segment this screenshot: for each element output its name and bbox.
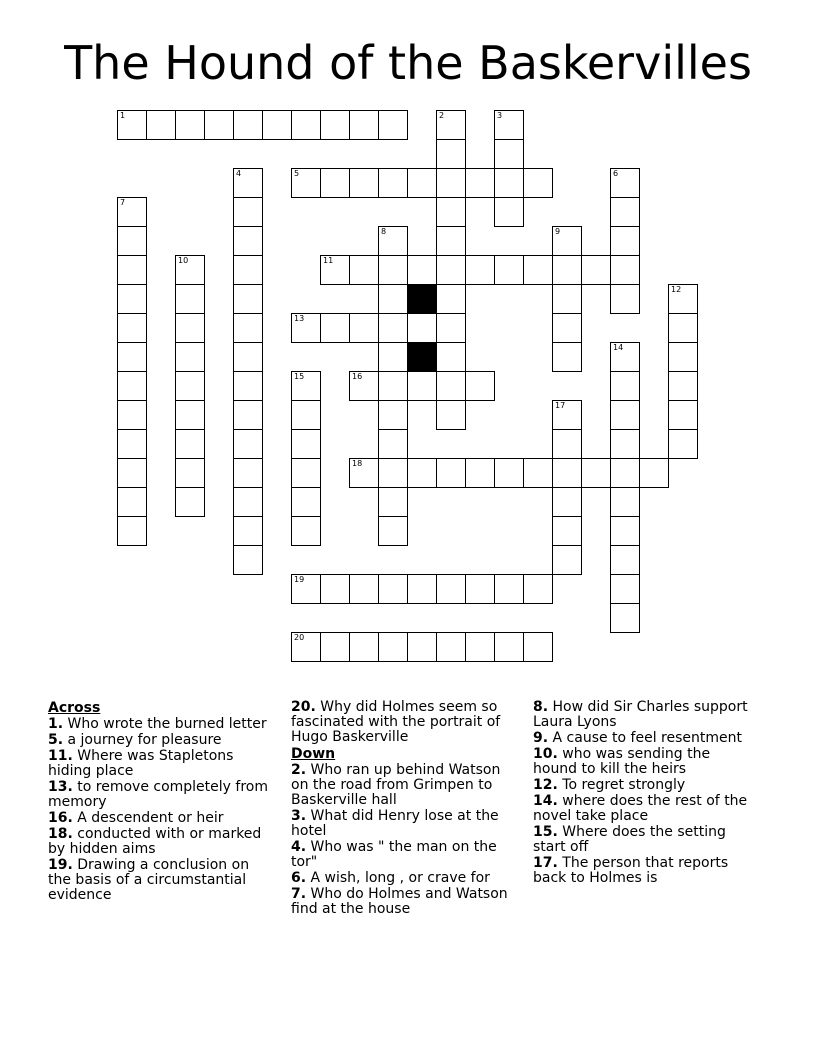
clues-column-3 xyxy=(533,700,755,887)
clue-text: to remove completely from memory xyxy=(48,779,268,810)
grid-cell-10[interactable] xyxy=(175,255,205,285)
clue-down-6 xyxy=(291,871,513,886)
clue-text: The person that reports back to Holmes is xyxy=(533,855,729,886)
clue-text: Drawing a conclusion on the basis of a circumstantial evidence xyxy=(48,857,250,903)
clue-number: 7. xyxy=(291,886,307,902)
grid-cell[interactable] xyxy=(639,458,669,488)
grid-cell-1[interactable] xyxy=(117,110,147,140)
down-heading: Down xyxy=(291,746,336,762)
clue-number: 6. xyxy=(291,870,307,886)
clue-number: 14. xyxy=(533,793,558,809)
grid-cell[interactable] xyxy=(378,110,408,140)
clue-number: 19. xyxy=(48,857,73,873)
clue-text: who was sending the hound to kill the heirs xyxy=(533,746,711,777)
grid-cell[interactable] xyxy=(349,574,379,604)
across-heading: Across xyxy=(48,700,101,716)
grid-cell[interactable] xyxy=(117,487,147,517)
grid-cell[interactable] xyxy=(668,371,698,401)
grid-cell[interactable] xyxy=(175,284,205,314)
clue-text: Why did Holmes seem so fascinated with the portrait of Hugo Baskerville xyxy=(291,699,501,745)
clues-column-2 xyxy=(291,700,513,918)
grid-cell[interactable] xyxy=(581,458,611,488)
grid-cell[interactable] xyxy=(378,313,408,343)
cell-number: 18 xyxy=(352,459,363,468)
grid-cell[interactable] xyxy=(320,313,350,343)
grid-cell[interactable] xyxy=(436,574,466,604)
clue-number: 8. xyxy=(533,699,549,715)
grid-cell[interactable] xyxy=(291,516,321,546)
grid-cell[interactable] xyxy=(552,458,582,488)
grid-cell[interactable] xyxy=(233,313,263,343)
grid-cell-2[interactable] xyxy=(436,110,466,140)
grid-cell[interactable] xyxy=(291,487,321,517)
grid-cell[interactable] xyxy=(494,197,524,227)
grid-cell[interactable] xyxy=(552,313,582,343)
grid-cell[interactable] xyxy=(465,632,495,662)
grid-cell[interactable] xyxy=(233,545,263,575)
cell-number: 7 xyxy=(120,198,126,207)
clue-number: 5. xyxy=(48,732,64,748)
grid-cell[interactable] xyxy=(320,632,350,662)
grid-cell-19[interactable] xyxy=(291,574,321,604)
grid-cell[interactable] xyxy=(175,110,205,140)
clue-text: conducted with or marked by hidden aims xyxy=(48,826,262,857)
clue-across-1 xyxy=(48,717,270,732)
clue-down-15 xyxy=(533,825,755,855)
cell-number: 9 xyxy=(555,227,561,236)
clue-down-12 xyxy=(533,778,755,793)
grid-cell[interactable] xyxy=(407,168,437,198)
grid-cell[interactable] xyxy=(494,168,524,198)
grid-cell-17[interactable] xyxy=(552,400,582,430)
grid-cell[interactable] xyxy=(610,516,640,546)
grid-cell[interactable] xyxy=(233,197,263,227)
cell-number: 2 xyxy=(439,111,445,120)
grid-cell[interactable] xyxy=(291,400,321,430)
grid-cell[interactable] xyxy=(610,197,640,227)
grid-cell[interactable] xyxy=(436,139,466,169)
grid-cell[interactable] xyxy=(117,371,147,401)
grid-cell[interactable] xyxy=(407,255,437,285)
cell-number: 15 xyxy=(294,372,305,381)
grid-cell[interactable] xyxy=(610,429,640,459)
clue-text: Who was " the man on the tor" xyxy=(291,839,497,870)
grid-block xyxy=(407,284,437,314)
cell-number: 16 xyxy=(352,372,363,381)
clue-number: 11. xyxy=(48,748,73,764)
clue-number: 4. xyxy=(291,839,307,855)
grid-cell[interactable] xyxy=(378,255,408,285)
grid-cell[interactable] xyxy=(349,255,379,285)
clue-down-14 xyxy=(533,794,755,824)
grid-cell[interactable] xyxy=(117,284,147,314)
grid-cell[interactable] xyxy=(175,342,205,372)
grid-cell[interactable] xyxy=(349,110,379,140)
clue-text: Who wrote the burned letter xyxy=(67,716,267,732)
clue-down-2 xyxy=(291,763,513,808)
grid-cell-16[interactable] xyxy=(349,371,379,401)
cell-number: 5 xyxy=(294,169,300,178)
grid-cell-8[interactable] xyxy=(378,226,408,256)
grid-cell[interactable] xyxy=(436,255,466,285)
puzzle-title: The Hound of the Baskervilles xyxy=(64,36,752,90)
grid-cell[interactable] xyxy=(233,429,263,459)
cell-number: 3 xyxy=(497,111,503,120)
clue-across-19 xyxy=(48,858,270,903)
grid-cell-5[interactable] xyxy=(291,168,321,198)
grid-cell[interactable] xyxy=(378,371,408,401)
clue-number: 15. xyxy=(533,824,558,840)
clue-down-10 xyxy=(533,747,755,777)
grid-cell[interactable] xyxy=(233,458,263,488)
grid-cell[interactable] xyxy=(175,371,205,401)
grid-cell[interactable] xyxy=(465,574,495,604)
grid-cell[interactable] xyxy=(523,632,553,662)
grid-cell[interactable] xyxy=(465,371,495,401)
grid-cell[interactable] xyxy=(117,313,147,343)
grid-cell[interactable] xyxy=(378,429,408,459)
grid-cell[interactable] xyxy=(610,226,640,256)
grid-cell[interactable] xyxy=(175,458,205,488)
grid-cell[interactable] xyxy=(465,168,495,198)
grid-cell-20[interactable] xyxy=(291,632,321,662)
grid-cell[interactable] xyxy=(349,168,379,198)
grid-cell[interactable] xyxy=(436,342,466,372)
grid-cell[interactable] xyxy=(610,545,640,575)
grid-cell-12[interactable] xyxy=(668,284,698,314)
clue-text: A descendent or heir xyxy=(77,810,224,826)
grid-cell[interactable] xyxy=(610,487,640,517)
clue-across-18 xyxy=(48,827,270,857)
grid-cell[interactable] xyxy=(523,458,553,488)
clue-text: Where was Stapletons hiding place xyxy=(48,748,234,779)
grid-cell[interactable] xyxy=(523,168,553,198)
clue-number: 13. xyxy=(48,779,73,795)
clue-text: Where does the setting start off xyxy=(533,824,726,855)
clue-text: A wish, long , or crave for xyxy=(310,870,490,886)
grid-cell-13[interactable] xyxy=(291,313,321,343)
grid-cell[interactable] xyxy=(552,429,582,459)
grid-cell[interactable] xyxy=(436,632,466,662)
grid-cell[interactable] xyxy=(552,255,582,285)
grid-cell[interactable] xyxy=(668,313,698,343)
clue-text: How did Sir Charles support Laura Lyons xyxy=(533,699,748,730)
grid-cell[interactable] xyxy=(378,487,408,517)
grid-cell[interactable] xyxy=(378,342,408,372)
cell-number: 19 xyxy=(294,575,305,584)
grid-cell[interactable] xyxy=(523,255,553,285)
grid-cell[interactable] xyxy=(117,255,147,285)
grid-cell[interactable] xyxy=(494,574,524,604)
clue-down-7 xyxy=(291,887,513,917)
grid-cell[interactable] xyxy=(610,603,640,633)
grid-cell[interactable] xyxy=(204,110,234,140)
grid-cell[interactable] xyxy=(349,313,379,343)
grid-cell[interactable] xyxy=(436,226,466,256)
grid-cell[interactable] xyxy=(494,632,524,662)
grid-cell[interactable] xyxy=(117,226,147,256)
grid-cell[interactable] xyxy=(407,371,437,401)
grid-cell[interactable] xyxy=(233,371,263,401)
grid-cell[interactable] xyxy=(291,110,321,140)
cell-number: 10 xyxy=(178,256,189,265)
clue-number: 1. xyxy=(48,716,64,732)
clue-text: Who do Holmes and Watson find at the house xyxy=(291,886,508,917)
clue-text: where does the rest of the novel take place xyxy=(533,793,748,824)
grid-cell[interactable] xyxy=(233,516,263,546)
grid-cell[interactable] xyxy=(117,458,147,488)
clue-down-3 xyxy=(291,809,513,839)
clue-number: 17. xyxy=(533,855,558,871)
grid-cell[interactable] xyxy=(552,342,582,372)
grid-cell[interactable] xyxy=(407,458,437,488)
grid-cell[interactable] xyxy=(291,429,321,459)
grid-cell[interactable] xyxy=(117,342,147,372)
clue-down-4 xyxy=(291,840,513,870)
grid-cell[interactable] xyxy=(436,313,466,343)
grid-cell[interactable] xyxy=(378,400,408,430)
grid-cell[interactable] xyxy=(378,632,408,662)
grid-cell[interactable] xyxy=(320,574,350,604)
grid-cell[interactable] xyxy=(175,487,205,517)
clue-across-16 xyxy=(48,811,270,826)
grid-cell[interactable] xyxy=(378,284,408,314)
clue-text: Who ran up behind Watson on the road from Grimpen to Baskerville hall xyxy=(291,762,501,808)
clue-across-20 xyxy=(291,700,513,745)
grid-cell[interactable] xyxy=(668,400,698,430)
grid-block xyxy=(407,342,437,372)
grid-cell-4[interactable] xyxy=(233,168,263,198)
grid-cell[interactable] xyxy=(233,110,263,140)
grid-cell[interactable] xyxy=(407,574,437,604)
clue-down-8 xyxy=(533,700,755,730)
grid-cell-9[interactable] xyxy=(552,226,582,256)
clue-number: 12. xyxy=(533,777,558,793)
grid-cell[interactable] xyxy=(175,429,205,459)
cell-number: 12 xyxy=(671,285,682,294)
grid-cell-6[interactable] xyxy=(610,168,640,198)
grid-cell-3[interactable] xyxy=(494,110,524,140)
grid-cell[interactable] xyxy=(436,400,466,430)
clue-number: 20. xyxy=(291,699,316,715)
grid-cell[interactable] xyxy=(523,574,553,604)
clue-down-9 xyxy=(533,731,755,746)
grid-cell[interactable] xyxy=(552,545,582,575)
cell-number: 11 xyxy=(323,256,334,265)
grid-cell[interactable] xyxy=(378,516,408,546)
grid-cell[interactable] xyxy=(552,487,582,517)
grid-cell[interactable] xyxy=(465,255,495,285)
grid-cell[interactable] xyxy=(610,284,640,314)
cell-number: 6 xyxy=(613,169,619,178)
grid-cell[interactable] xyxy=(552,284,582,314)
grid-cell[interactable] xyxy=(233,342,263,372)
grid-cell[interactable] xyxy=(436,284,466,314)
grid-cell-18[interactable] xyxy=(349,458,379,488)
grid-cell-14[interactable] xyxy=(610,342,640,372)
grid-cell[interactable] xyxy=(494,139,524,169)
cell-number: 1 xyxy=(120,111,126,120)
grid-cell[interactable] xyxy=(146,110,176,140)
clue-number: 18. xyxy=(48,826,73,842)
grid-cell[interactable] xyxy=(117,400,147,430)
cell-number: 8 xyxy=(381,227,387,236)
grid-cell[interactable] xyxy=(320,168,350,198)
grid-cell[interactable] xyxy=(117,516,147,546)
grid-cell[interactable] xyxy=(378,458,408,488)
grid-cell[interactable] xyxy=(494,458,524,488)
clue-text: A cause to feel resentment xyxy=(552,730,742,746)
clue-down-17 xyxy=(533,856,755,886)
grid-cell[interactable] xyxy=(233,226,263,256)
grid-cell[interactable] xyxy=(117,429,147,459)
cell-number: 20 xyxy=(294,633,305,642)
clue-text: a journey for pleasure xyxy=(67,732,222,748)
grid-cell[interactable] xyxy=(291,458,321,488)
clue-number: 2. xyxy=(291,762,307,778)
grid-cell[interactable] xyxy=(610,574,640,604)
clue-text: What did Henry lose at the hotel xyxy=(291,808,499,839)
grid-cell[interactable] xyxy=(175,313,205,343)
grid-cell[interactable] xyxy=(668,429,698,459)
grid-cell[interactable] xyxy=(233,400,263,430)
grid-cell[interactable] xyxy=(552,516,582,546)
clue-text: To regret strongly xyxy=(562,777,686,793)
clue-across-5 xyxy=(48,733,270,748)
grid-cell[interactable] xyxy=(436,458,466,488)
grid-cell[interactable] xyxy=(610,255,640,285)
grid-cell[interactable] xyxy=(581,255,611,285)
grid-cell[interactable] xyxy=(233,255,263,285)
grid-cell[interactable] xyxy=(494,255,524,285)
grid-cell[interactable] xyxy=(407,313,437,343)
grid-cell[interactable] xyxy=(175,400,205,430)
grid-cell[interactable] xyxy=(610,458,640,488)
grid-cell[interactable] xyxy=(378,574,408,604)
grid-cell[interactable] xyxy=(668,342,698,372)
clue-number: 9. xyxy=(533,730,549,746)
grid-cell-11[interactable] xyxy=(320,255,350,285)
grid-cell[interactable] xyxy=(233,487,263,517)
grid-cell[interactable] xyxy=(262,110,292,140)
grid-cell[interactable] xyxy=(610,371,640,401)
clue-across-13 xyxy=(48,780,270,810)
grid-cell[interactable] xyxy=(349,632,379,662)
cell-number: 4 xyxy=(236,169,242,178)
grid-cell[interactable] xyxy=(407,632,437,662)
grid-cell-7[interactable] xyxy=(117,197,147,227)
grid-cell-15[interactable] xyxy=(291,371,321,401)
clue-across-11 xyxy=(48,749,270,779)
grid-cell[interactable] xyxy=(610,400,640,430)
clue-number: 16. xyxy=(48,810,73,826)
grid-cell[interactable] xyxy=(465,458,495,488)
clue-number: 3. xyxy=(291,808,307,824)
clues-column-1 xyxy=(48,700,270,904)
grid-cell[interactable] xyxy=(233,284,263,314)
cell-number: 13 xyxy=(294,314,305,323)
grid-cell[interactable] xyxy=(436,168,466,198)
cell-number: 14 xyxy=(613,343,624,352)
grid-cell[interactable] xyxy=(378,168,408,198)
clue-number: 10. xyxy=(533,746,558,762)
grid-cell[interactable] xyxy=(320,110,350,140)
grid-cell[interactable] xyxy=(436,197,466,227)
grid-cell[interactable] xyxy=(436,371,466,401)
cell-number: 17 xyxy=(555,401,566,410)
